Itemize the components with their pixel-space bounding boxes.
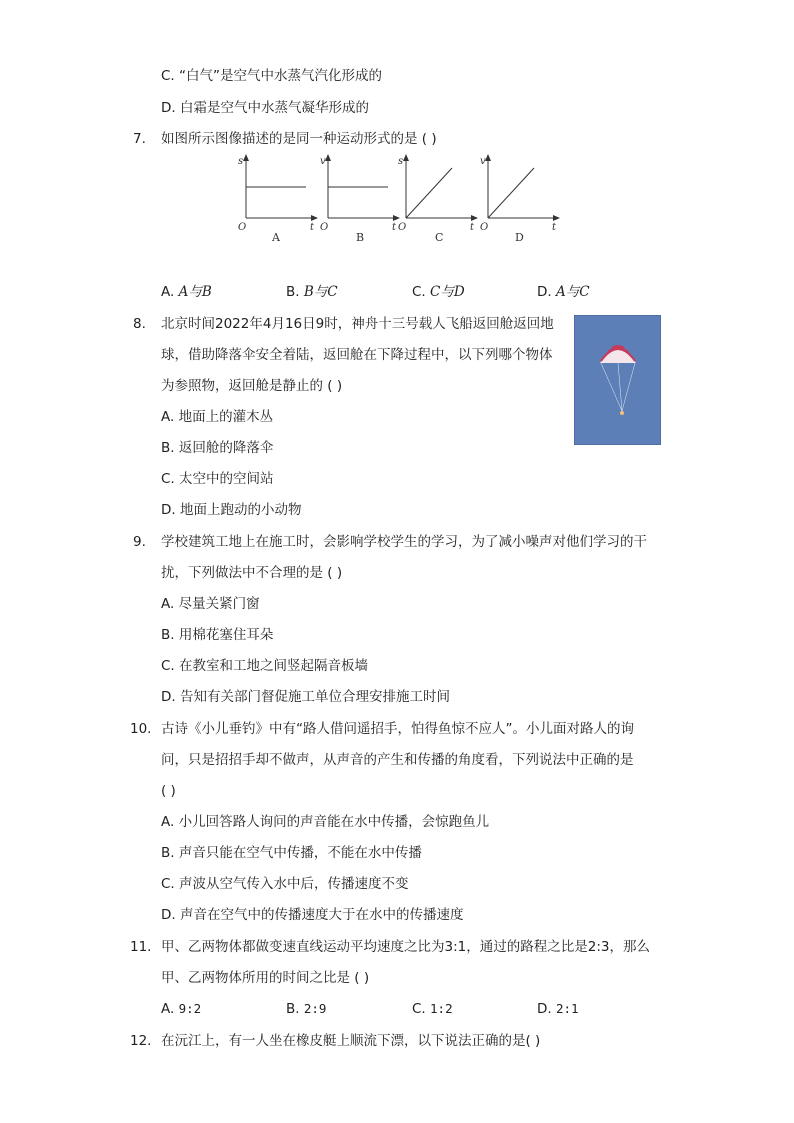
q10-option-a: A. 小儿回答路人询问的声音能在水中传播，会惊跑鱼儿 xyxy=(161,814,490,830)
q7-option-c: C. C与D xyxy=(412,284,465,300)
graph-c-yaxis-label: s xyxy=(398,156,404,167)
graph-c-xaxis-label: t xyxy=(470,222,475,233)
q9-option-d: D. 告知有关部门督促施工单位合理安排施工时间 xyxy=(161,689,450,705)
graph-d-caption: D xyxy=(515,231,524,244)
q9-number: 9. xyxy=(133,534,146,550)
q9-option-a: A. 尽量关紧门窗 xyxy=(161,596,260,612)
graph-a-caption: A xyxy=(272,231,280,244)
q9-option-b: B. 用棉花塞住耳朵 xyxy=(161,627,274,643)
q11-number: 11. xyxy=(130,939,152,955)
q10-option-c: C. 声波从空气传入水中后，传播速度不变 xyxy=(161,876,409,892)
q8-number: 8. xyxy=(133,316,146,332)
q10-stem-line3: ( ) xyxy=(161,783,176,799)
parachute-photo xyxy=(574,315,661,445)
q7-stem: 如图所示图像描述的是同一种运动形式的是 ( ) xyxy=(161,131,437,147)
graph-c-origin: O xyxy=(398,222,407,233)
graph-a-xaxis-label: t xyxy=(310,222,315,233)
q10-stem-line1: 古诗《小儿垂钓》中有“路人借问遥招手，怕得鱼惊不应人”。小儿面对路人的询 xyxy=(161,721,634,737)
q12-number: 12. xyxy=(130,1033,152,1049)
q11-option-d: D. 2:1 xyxy=(537,1001,579,1017)
graph-c-caption: C xyxy=(435,231,444,244)
q10-number: 10. xyxy=(130,721,152,737)
q9-stem-line2: 扰，下列做法中不合理的是 ( ) xyxy=(161,565,343,581)
q6-option-d: D. 白霜是空气中水蒸气凝华形成的 xyxy=(161,100,369,116)
q8-option-d: D. 地面上跑动的小动物 xyxy=(161,502,302,518)
graph-b-yaxis-label: v xyxy=(320,156,326,167)
q6-option-c: C. “白气”是空气中水蒸气汽化形成的 xyxy=(161,68,382,84)
q7-option-d: D. A与C xyxy=(537,284,590,300)
q10-option-d: D. 声音在空气中的传播速度大于在水中的传播速度 xyxy=(161,907,464,923)
q11-option-c: C. 1:2 xyxy=(412,1001,453,1017)
q7-option-b: B. B与C xyxy=(286,284,338,300)
q10-stem-line2: 问，只是招招手却不做声，从声音的产生和传播的角度看，下列说法中正确的是 xyxy=(161,752,634,768)
q8-stem-line3: 为参照物，返回舱是静止的 ( ) xyxy=(161,378,343,394)
q7-option-a: A. A与B xyxy=(161,284,212,300)
q10-option-b: B. 声音只能在空气中传播，不能在水中传播 xyxy=(161,845,422,861)
q8-option-b: B. 返回舱的降落伞 xyxy=(161,440,274,456)
graph-c-line xyxy=(406,168,452,218)
graph-b-origin: O xyxy=(320,222,329,233)
q8-option-c: C. 太空中的空间站 xyxy=(161,471,274,487)
graph-b-xaxis-label: t xyxy=(392,222,397,233)
q8-stem-line2: 球，借助降落伞安全着陆，返回舱在下降过程中，以下列哪个物体 xyxy=(161,347,553,363)
graph-a-origin: O xyxy=(238,222,247,233)
graph-d-xaxis-label: t xyxy=(552,222,557,233)
q7-motion-graphs xyxy=(230,152,570,244)
q11-stem-line1: 甲、乙两物体都做变速直线运动平均速度之比为3:1，通过的路程之比是2:3，那么 xyxy=(161,939,650,955)
q9-option-c: C. 在教室和工地之间竖起隔音板墙 xyxy=(161,658,369,674)
q7-number: 7. xyxy=(133,131,146,147)
graph-d-origin: O xyxy=(480,222,489,233)
graph-d-line xyxy=(488,168,534,218)
q8-option-a: A. 地面上的灌木丛 xyxy=(161,409,274,425)
graph-b-caption: B xyxy=(356,231,365,244)
q11-stem-line2: 甲、乙两物体所用的时间之比是 ( ) xyxy=(161,970,370,986)
q11-option-a: A. 9:2 xyxy=(161,1001,202,1017)
graph-a-yaxis-label: s xyxy=(238,156,244,167)
q11-option-b: B. 2:9 xyxy=(286,1001,327,1017)
q9-stem-line1: 学校建筑工地上在施工时，会影响学校学生的学习，为了减小噪声对他们学习的干 xyxy=(161,534,647,550)
graph-d-yaxis-label: v xyxy=(480,156,486,167)
q8-stem-line1: 北京时间2022年4月16日9时，神舟十三号载人飞船返回舱返回地 xyxy=(161,316,554,332)
q12-stem: 在沅江上，有一人坐在橡皮艇上顺流下漂，以下说法正确的是( ) xyxy=(161,1033,541,1049)
